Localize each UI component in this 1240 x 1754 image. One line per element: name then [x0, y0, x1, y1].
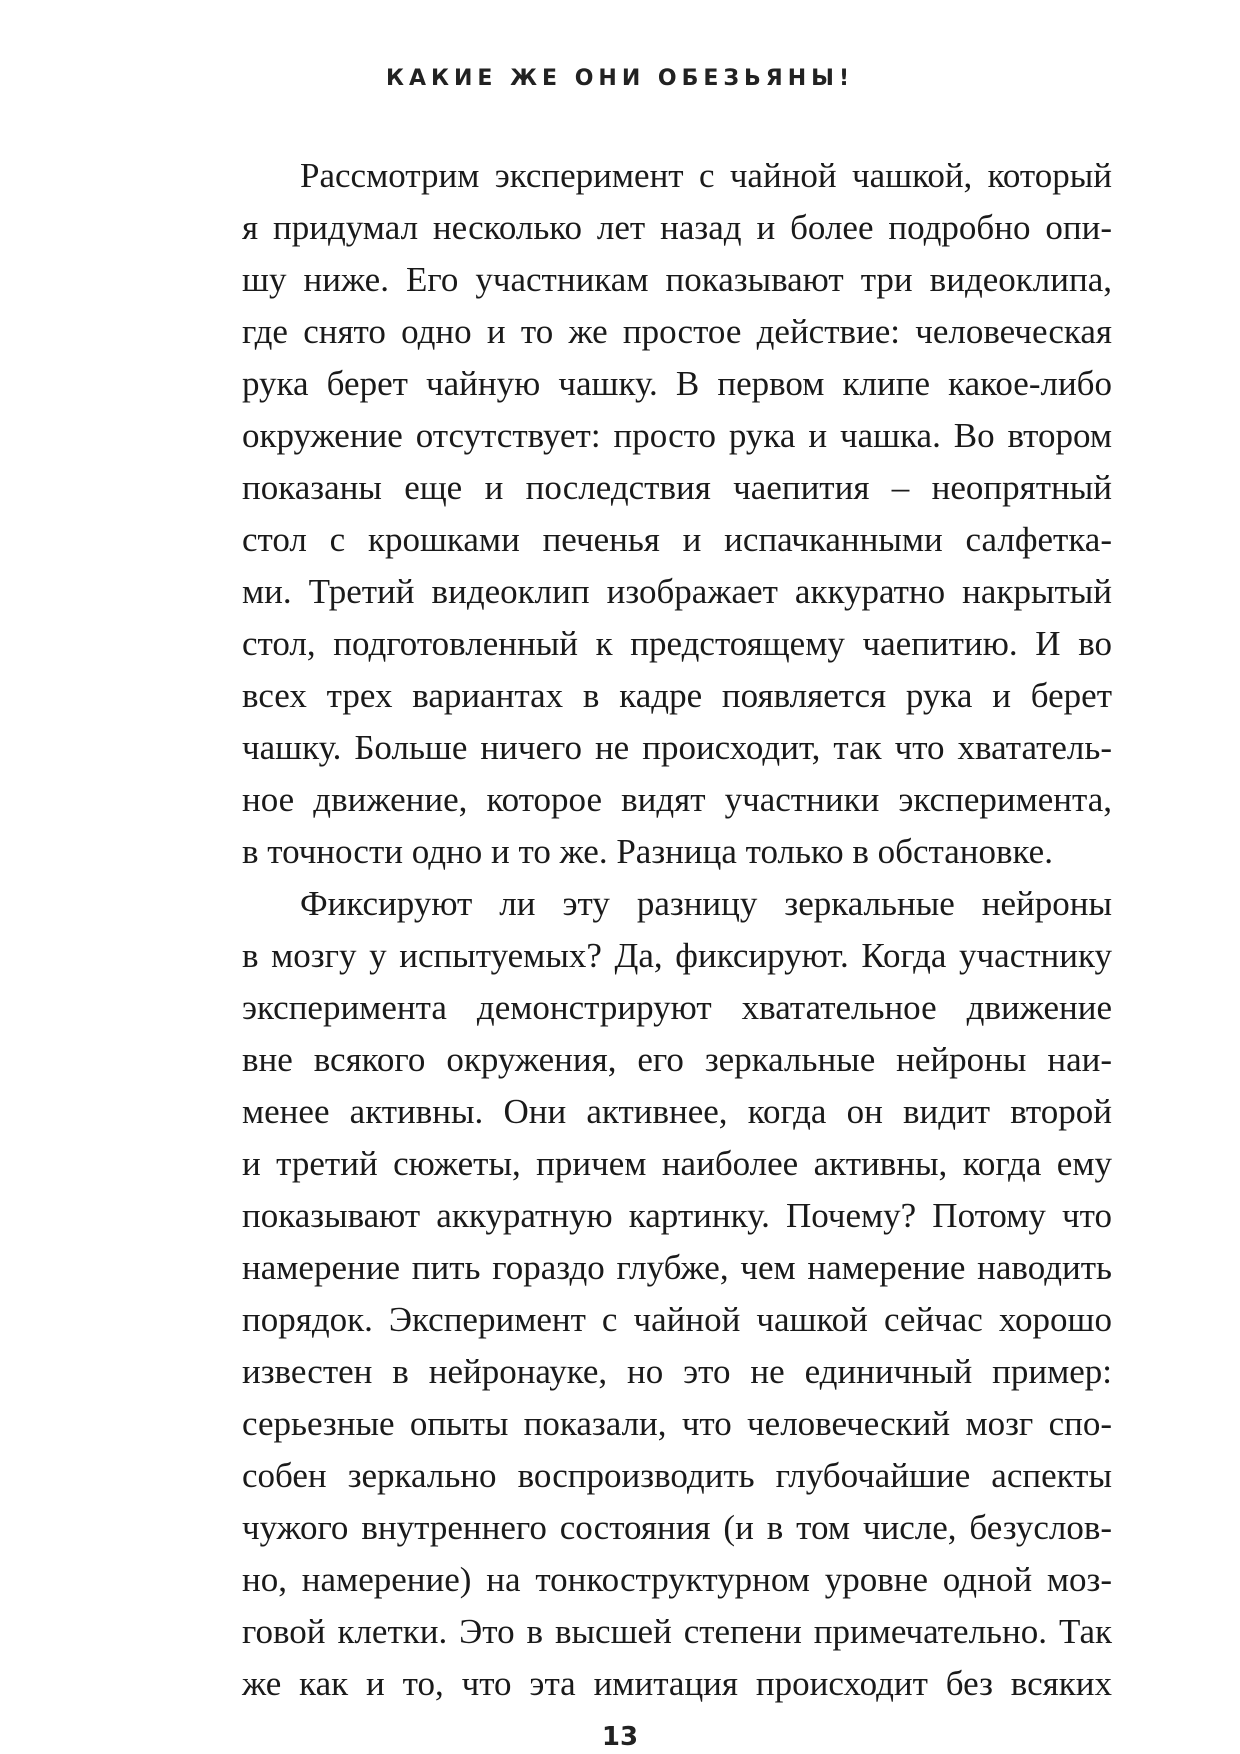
text-line: говой клетки. Это в высшей степени примечательно. Так	[242, 1612, 1112, 1651]
text-line: окружение отсутствует: просто рука и чашка. Во втором	[242, 416, 1112, 455]
running-head: КАКИЕ ЖЕ ОНИ ОБЕЗЬЯНЫ!	[386, 66, 854, 91]
text-line: известен в нейронауке, но это не единичный пример:	[242, 1352, 1112, 1391]
body-text	[242, 150, 1112, 1710]
text-line: менее активны. Они активнее, когда он видит второй	[242, 1092, 1112, 1131]
text-line: эксперимента демонстрируют хватательное движение	[242, 988, 1112, 1027]
text-line: шу ниже. Его участникам показывают три видеоклипа,	[242, 260, 1112, 299]
paragraph-1	[242, 150, 1112, 878]
text-line: серьезные опыты показали, что человеческий мозг спо-	[242, 1404, 1112, 1443]
text-line: намерение пить гораздо глубже, чем намерение наводить	[242, 1248, 1112, 1287]
text-line: в мозгу у испытуемых? Да, фиксируют. Когда участнику	[242, 936, 1112, 975]
page-number: 13	[601, 1722, 639, 1752]
text-line: в точности одно и то же. Разница только в обстановке.	[242, 832, 1053, 871]
paragraph-2	[242, 878, 1112, 1710]
text-line: где снято одно и то же простое действие: человеческая	[242, 312, 1112, 351]
text-line: вне всякого окружения, его зеркальные нейроны наи-	[242, 1040, 1112, 1079]
text-line: стол с крошками печенья и испачканными салфетка-	[242, 520, 1112, 559]
text-line: рука берет чайную чашку. В первом клипе какое-либо	[242, 364, 1112, 403]
text-line: ное движение, которое видят участники эксперимента,	[242, 780, 1112, 819]
text-line: Рассмотрим эксперимент с чайной чашкой, который	[300, 156, 1112, 195]
text-line: порядок. Эксперимент с чайной чашкой сейчас хорошо	[242, 1300, 1112, 1339]
text-line: показывают аккуратную картинку. Почему? Потому что	[242, 1196, 1112, 1235]
text-line: и третий сюжеты, причем наиболее активны, когда ему	[242, 1144, 1112, 1183]
text-line: чужого внутреннего состояния (и в том числе, безуслов-	[242, 1508, 1112, 1547]
text-line: показаны еще и последствия чаепития – неопрятный	[242, 468, 1112, 507]
text-line: стол, подготовленный к предстоящему чаепитию. И во	[242, 624, 1112, 663]
text-line: же как и то, что эта имитация происходит без всяких	[242, 1664, 1112, 1703]
text-line: ми. Третий видеоклип изображает аккуратно накрытый	[242, 572, 1112, 611]
text-line: всех трех вариантах в кадре появляется рука и берет	[242, 676, 1112, 715]
text-line: но, намерение) на тонкоструктурном уровне одной моз-	[242, 1560, 1112, 1599]
text-line: собен зеркально воспроизводить глубочайшие аспекты	[242, 1456, 1112, 1495]
text-line: чашку. Больше ничего не происходит, так что хвататель-	[242, 728, 1112, 767]
text-line: я придумал несколько лет назад и более подробно опи-	[242, 208, 1112, 247]
text-line: Фиксируют ли эту разницу зеркальные нейроны	[300, 884, 1112, 923]
